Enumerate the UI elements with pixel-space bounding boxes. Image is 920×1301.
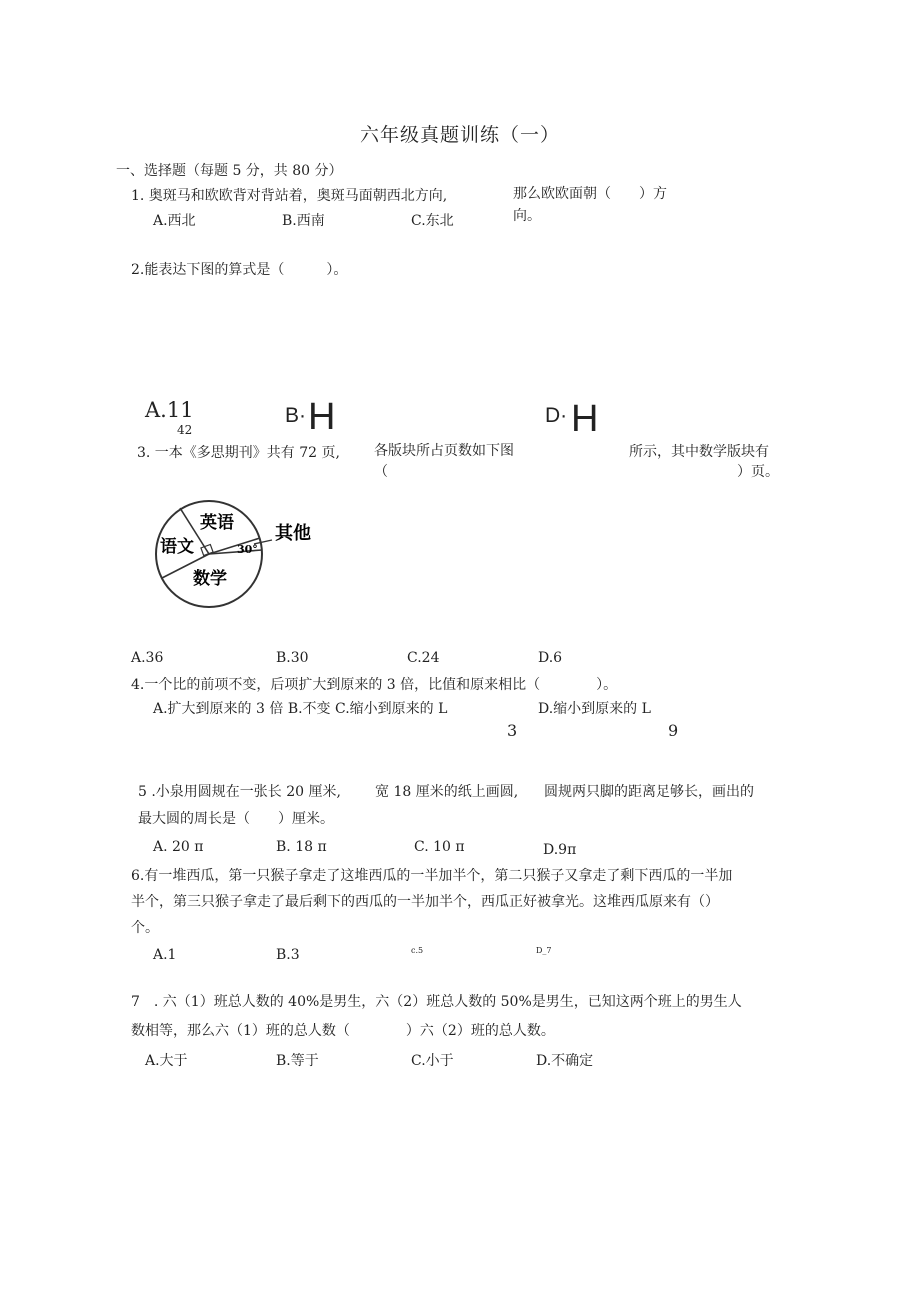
q7-line-1: 7 . 六（1）班总人数的 40%是男生，六（2）班总人数的 50%是男生，已知这两个班上的男生人 (131, 994, 742, 1010)
q6-line-3: 个。 (131, 920, 159, 936)
q1-option-c: C.东北 (411, 213, 454, 229)
q6-option-c: c.5 (411, 946, 424, 955)
pie-angle-label: 30° (237, 543, 258, 556)
pie-label-chinese: 语文 (160, 537, 194, 557)
q3-option-a: A.36 (131, 650, 164, 666)
q4-option-d-denominator: 9 (668, 721, 679, 740)
q2-option-b-prefix: B· (285, 404, 306, 427)
q5-stem-b: 宽 18 厘米的纸上画圆, (375, 784, 519, 800)
q7-option-b: B.等于 (276, 1053, 319, 1069)
q5-option-a: A. 20 π (153, 839, 204, 855)
section-heading: 一、选择题（每题 5 分，共 80 分） (116, 163, 343, 179)
q2-option-d-glyph: H (571, 398, 599, 440)
q4-options-abc: A.扩大到原来的 3 倍 B.不变 C.缩小到原来的 L (153, 701, 448, 717)
pie-label-english: 英语 (200, 513, 234, 533)
q3-stem-e: ）页。 (737, 464, 779, 480)
q5-stem-d: 最大圆的周长是（ ）厘米。 (138, 811, 334, 827)
q2-stem: 2.能表达下图的算式是（ ）。 (131, 262, 348, 278)
q6-line-1: 6.有一堆西瓜，第一只猴子拿走了这堆西瓜的一半加半个，第二只猴子又拿走了剩下西瓜的一半加 (131, 868, 733, 884)
q1-option-b: B.西南 (282, 213, 325, 229)
q3-option-d: D.6 (538, 650, 563, 666)
q1-stem-c: 向。 (513, 208, 541, 224)
q3-stem-d: 所示，其中数学版块有 (629, 444, 769, 460)
q2-option-d-prefix: D· (545, 404, 568, 427)
q3-stem-a: 3. 一本《多思期刊》共有 72 页, (137, 445, 340, 461)
q6-option-b: B.3 (276, 947, 300, 963)
q5-option-c: C. 10 π (414, 839, 465, 855)
q5-option-d: D.9π (543, 842, 577, 858)
q2-option-a: A.11 (145, 398, 194, 422)
q2-option-a-sub: 42 (177, 423, 193, 437)
q4-option-d: D.缩小到原来的 L (538, 701, 651, 717)
q3-option-c: C.24 (407, 650, 440, 666)
q3-stem-b: 各版块所占页数如下图 (374, 443, 514, 459)
q6-line-2: 半个，第三只猴子拿走了最后剩下的西瓜的一半加半个，西瓜正好被拿光。这堆西瓜原来有（） (131, 894, 719, 910)
q4-stem: 4.一个比的前项不变，后项扩大到原来的 3 倍，比值和原来相比（ ）。 (131, 677, 618, 693)
q7-option-d: D.不确定 (536, 1053, 594, 1069)
q7-option-c: C.小于 (411, 1053, 454, 1069)
q2-option-b-glyph: H (308, 396, 336, 438)
pie-label-math: 数学 (193, 569, 227, 589)
q6-option-d: D_7 (536, 946, 552, 955)
q4-option-c-denominator: 3 (507, 721, 518, 740)
q7-option-a: A.大于 (145, 1053, 188, 1069)
page-title: 六年级真题训练（一） (360, 124, 561, 146)
q5-stem-c: 圆规两只脚的距离足够长，画出的 (544, 784, 754, 800)
q6-option-a: A.1 (153, 947, 177, 963)
q7-line-2: 数相等，那么六（1）班的总人数（ ）六（2）班的总人数。 (131, 1023, 555, 1039)
q3-option-b: B.30 (276, 650, 309, 666)
q1-stem-a: 1. 奥斑马和欧欧背对背站着，奥斑马面朝西北方向, (131, 188, 448, 204)
q5-stem-a: 5 .小泉用圆规在一张长 20 厘米, (138, 784, 341, 800)
q3-pie-chart (150, 498, 325, 612)
q3-stem-c: （ (374, 464, 388, 480)
q5-option-b: B. 18 π (276, 839, 327, 855)
q1-stem-b: 那么欧欧面朝（ ）方 (513, 186, 667, 202)
q1-option-a: A.西北 (153, 213, 196, 229)
pie-label-other: 其他 (275, 523, 311, 544)
